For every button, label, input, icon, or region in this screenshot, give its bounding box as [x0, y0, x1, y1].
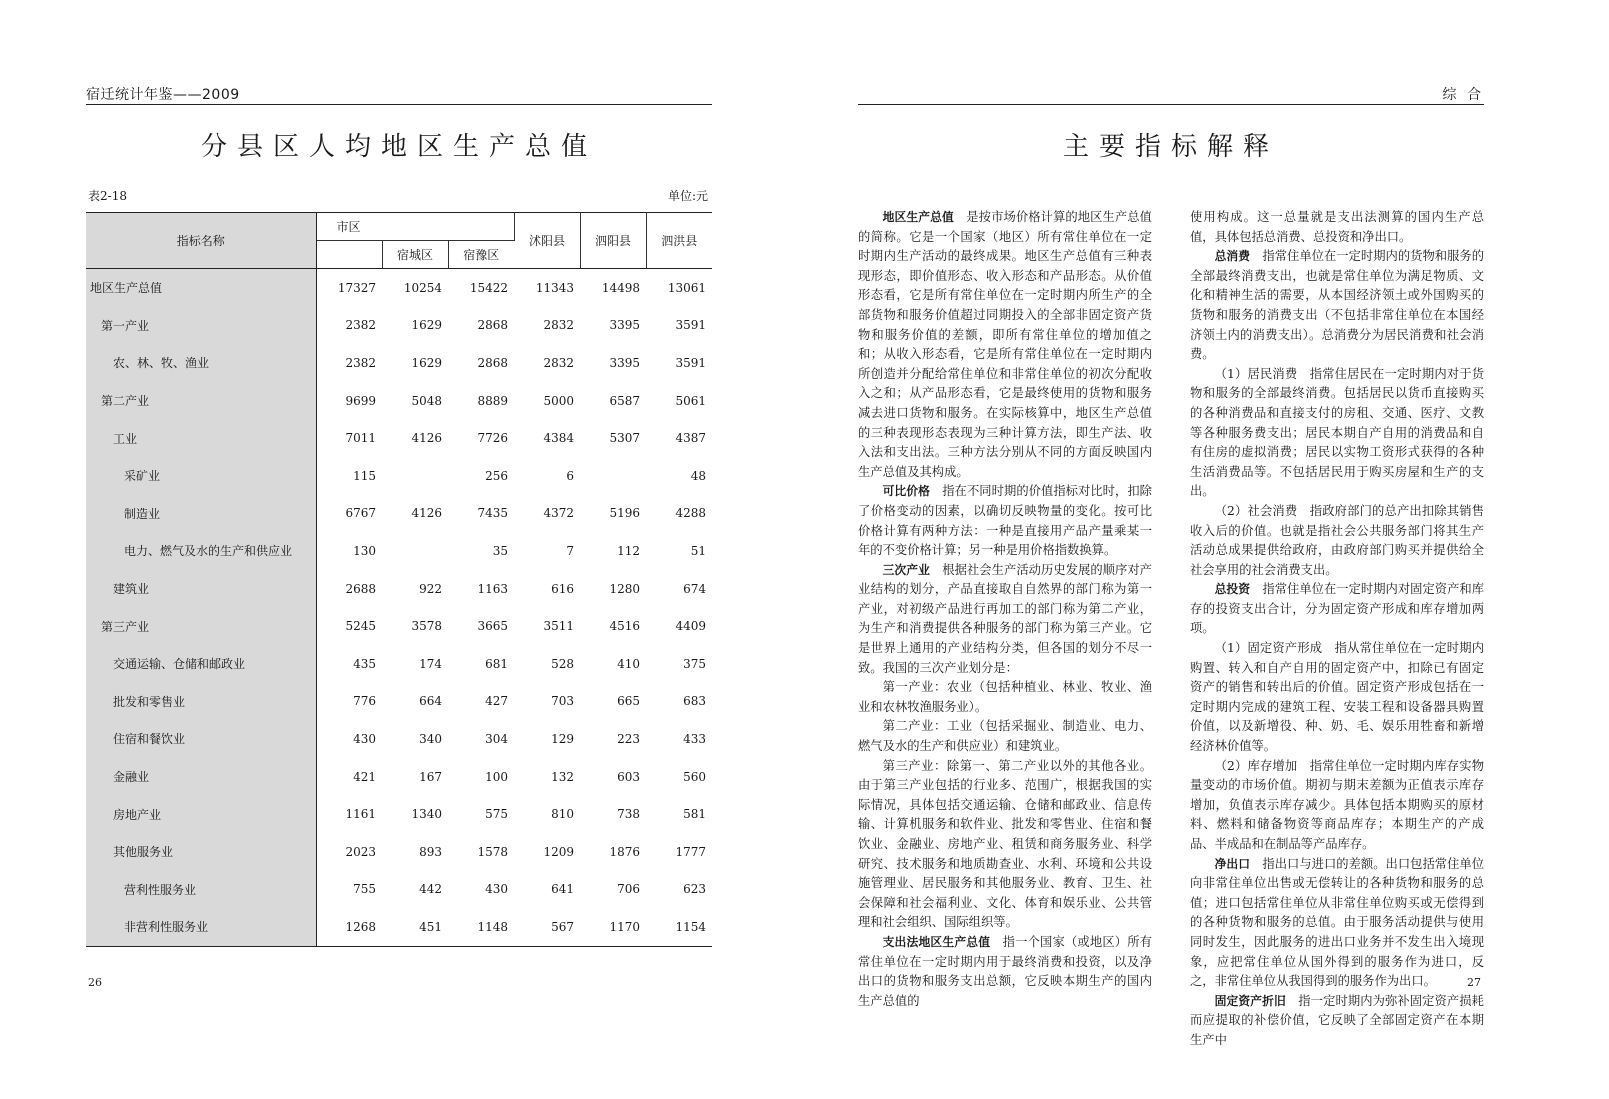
table-cell: 421 [353, 769, 376, 784]
running-head-left: 宿迁统计年鉴——2009 [86, 87, 240, 103]
table-cell: 4126 [411, 431, 442, 446]
row-label: 营利性服务业 [86, 871, 316, 909]
table-cell: 451 [382, 908, 448, 946]
paragraph [1190, 247, 1484, 365]
table-cell: 1170 [580, 908, 646, 946]
paragraph-text: 指一个国家（或地区）所有常住单位在一定时期内用于最终消费和投资，以及净出口的货物和服务支出总额，它反映本期生产的国内生产总值的 [858, 934, 1152, 1008]
paragraph [858, 482, 1152, 560]
table-cell: 48 [690, 468, 707, 483]
table-body [86, 269, 712, 947]
table-cell: 115 [353, 468, 376, 483]
table-cell: 7726 [477, 431, 509, 446]
table-cell: 3591 [675, 318, 707, 333]
table-cell: 100 [485, 769, 509, 784]
paragraph-text: 根据社会生产活动历史发展的顺序对产业结构的划分，产品直接取自自然界的部门称为第一产业，对初级产品进行再加工的部门称为第二产业，为生产和消费提供各种服务的部门称为第三产业。它是世界上通用的产业结构分类，但各国的划分不尽一致。我国的三次产业划分是： [858, 562, 1152, 675]
row-label: 其他服务业 [86, 833, 316, 871]
header-rule [86, 104, 712, 105]
table-cell: 6587 [609, 393, 641, 408]
table-cell: 13061 [667, 280, 707, 295]
table-cell: 11343 [535, 280, 575, 295]
table-cell: 5000 [543, 393, 575, 408]
table-row [86, 908, 712, 946]
table-row [86, 607, 712, 645]
text-column-left [858, 208, 1152, 1011]
table-cell: 7011 [345, 431, 376, 446]
table-cell: 130 [353, 543, 376, 558]
table-row [86, 307, 712, 345]
row-label: 批发和零售业 [86, 683, 316, 721]
table-cell: 427 [485, 694, 509, 709]
table-cell: 1578 [477, 844, 509, 859]
table-cell: 167 [419, 769, 442, 784]
paragraph-text: （2）社会消费 指政府部门的总产出扣除其销售收入后的价值。也就是指社会公共服务部门将其生产活动总成果提供给政府，由政府部门购买并提供给全社会享用的社会消费支出。 [1190, 503, 1484, 577]
table-cell: 7435 [477, 506, 509, 521]
table-cell: 430 [353, 731, 376, 746]
table-cell: 2023 [345, 844, 376, 859]
table-cell: 35 [492, 543, 509, 558]
table-cell: 706 [617, 882, 641, 897]
paragraph [1190, 580, 1484, 639]
table-cell: 567 [514, 908, 580, 946]
table-cell: 129 [551, 731, 575, 746]
table-cell: 6 [566, 468, 575, 483]
table-cell: 4384 [543, 431, 575, 446]
table-cell: 51 [690, 543, 707, 558]
table-cell: 430 [485, 882, 509, 897]
table-cell [580, 457, 646, 495]
table-cell: 922 [419, 581, 442, 596]
table-cell: 623 [683, 882, 707, 897]
table-cell: 3665 [477, 619, 509, 634]
paragraph-text: （2）库存增加 指常住单位一定时期内库存实物量变动的市场价值。期初与期末差额为正值表示库存增加，负值表示库存减少。具体包括本期购买的原材料、燃料和储备物资等商品库存；本期生产的产成品、半成品和在制品等产品库存。 [1190, 758, 1484, 851]
paragraph [858, 757, 1152, 933]
paragraph-text: 指出口与进口的差额。出口包括常住单位向非常住单位出售或无偿转让的各种货物和服务的总值；进口包括常住单位从非常住单位购买或无偿得到的各种货物和服务的总值。由于服务活动提供与使用同时发生，因此服务的进出口业务并不发生出入境现象，应把常住单位从国外得到的服务作为进口，反之，非常住单位从我国得到的服务作为出口。 [1190, 856, 1484, 989]
table-cell: 1280 [609, 581, 641, 596]
paragraph-text: 指常住单位在一定时期内对固定资产和库存的投资支出合计，分为固定资产形成和库存增加两项。 [1190, 582, 1484, 636]
table-cell: 17327 [337, 280, 376, 295]
table-cell: 1268 [316, 908, 382, 946]
table-cell: 1163 [477, 581, 509, 596]
table-cell: 1777 [675, 844, 707, 859]
table-cell: 7 [566, 543, 575, 558]
row-label: 建筑业 [86, 570, 316, 608]
table-cell: 581 [683, 807, 707, 822]
page-number-right: 27 [1467, 976, 1481, 989]
table-row [86, 758, 712, 796]
table-cell: 15422 [469, 280, 509, 295]
table-cell: 442 [419, 882, 442, 897]
table-cell: 304 [485, 731, 509, 746]
table-cell: 665 [617, 694, 641, 709]
table-cell: 3395 [609, 355, 641, 370]
paragraph-text: 第三产业：除第一、第二产业以外的其他各业。由于第三产业包括的行业多、范围广，根据我国的实际情况，具体包括交通运输、仓储和邮政业、信息传输、计算机服务和软件业、批发和零售业、住宿和餐饮业、金融业、房地产业、租赁和商务服务业、科学研究、技术服务和地质勘查业、水利、环境和公共设施管理业、居民服务和其他服务业、教育、卫生、社会保障和社会福利业、文化、体育和娱乐业、公共管理和社会组织、国际组织等。 [858, 758, 1152, 930]
column-header-name: 指标名称 [86, 213, 316, 269]
paragraph [1190, 639, 1484, 757]
table-cell: 776 [353, 694, 376, 709]
table-cell: 1876 [609, 844, 641, 859]
paragraph [858, 933, 1152, 1011]
term-heading: 净出口 [1214, 856, 1251, 871]
table-cell: 132 [551, 769, 575, 784]
text-column-right [1190, 208, 1484, 1051]
row-label: 农、林、牧、渔业 [86, 344, 316, 382]
row-label: 第三产业 [86, 607, 316, 645]
table-cell: 256 [485, 468, 509, 483]
column-header-siyang: 泗阳县 [580, 213, 646, 269]
table-cell: 755 [353, 882, 376, 897]
paragraph [858, 208, 1152, 482]
table-number: 表2-18 [88, 189, 127, 203]
right-page [804, 0, 1609, 1099]
paragraph-text: （1）居民消费 指常住居民在一定时期内对于货物和服务的全部最终消费。包括居民以货币直接购买的各种消费品和直接支付的房租、交通、医疗、文教等各种服务费支出；居民本期自产自用的消费品和自有住房的虚拟消费；居民以实物工资形式获得的各种生活消费品等。不包括居民用于购买房屋和生产的支出。 [1190, 366, 1484, 499]
page-title-right: 主要指标解释 [1062, 132, 1279, 162]
column-header-city: 市区 [316, 213, 514, 241]
table-cell: 2382 [345, 355, 376, 370]
table-cell [382, 457, 448, 495]
table-cell: 2832 [543, 318, 575, 333]
table-cell: 560 [683, 769, 707, 784]
table-row [86, 683, 712, 721]
row-label: 第二产业 [86, 382, 316, 420]
table-cell: 664 [419, 694, 442, 709]
table-cell: 893 [419, 844, 442, 859]
table-row [86, 495, 712, 533]
table-cell: 4516 [609, 619, 641, 634]
term-heading: 三次产业 [882, 562, 930, 577]
table-row [86, 795, 712, 833]
table-row [86, 833, 712, 871]
table-cell: 5048 [411, 393, 442, 408]
table-row [86, 382, 712, 420]
paragraph [1190, 992, 1484, 1051]
table-cell: 3578 [411, 619, 442, 634]
paragraph [1190, 365, 1484, 502]
table-cell: 4409 [675, 619, 707, 634]
row-label: 工业 [86, 419, 316, 457]
table-cell: 435 [353, 656, 376, 671]
table-cell: 5061 [675, 393, 707, 408]
table-cell: 9699 [345, 393, 376, 408]
table-cell: 4372 [543, 506, 575, 521]
row-label: 金融业 [86, 758, 316, 796]
paragraph-text: 指在不同时期的价值指标对比时，扣除了价格变动的因素，以确切反映物量的变化。按可比价格计算有两种方法：一种是直接用产品产量乘某一年的不变价格计算；另一种是用价格指数换算。 [858, 484, 1152, 558]
term-heading: 地区生产总值 [882, 210, 954, 224]
paragraph [1190, 855, 1484, 992]
table-cell: 10254 [403, 280, 442, 295]
term-heading: 总消费 [1214, 249, 1251, 264]
column-header-sihong: 泗洪县 [646, 213, 712, 269]
paragraph-text: 使用构成。这一总量就是支出法测算的国内生产总值，具体包括总消费、总投资和净出口。 [1190, 210, 1484, 244]
table-cell: 3591 [675, 355, 707, 370]
table-cell: 738 [617, 807, 641, 822]
table-cell: 1161 [345, 807, 376, 822]
table-cell: 2688 [345, 581, 376, 596]
table-cell: 1340 [411, 807, 442, 822]
row-label: 交通运输、仓储和邮政业 [86, 645, 316, 683]
table-cell: 674 [683, 581, 707, 596]
term-heading: 固定资产折旧 [1214, 993, 1286, 1008]
table-cell: 4288 [675, 506, 707, 521]
table-cell: 6767 [345, 506, 376, 521]
left-page [0, 0, 804, 1099]
paragraph [1190, 502, 1484, 580]
table-cell: 1629 [411, 355, 442, 370]
table-cell: 1154 [646, 908, 712, 946]
table-cell: 2832 [543, 355, 575, 370]
paragraph [1190, 757, 1484, 855]
table-cell: 340 [419, 731, 442, 746]
row-label: 非营利性服务业 [86, 908, 316, 946]
table-cell: 5245 [345, 619, 376, 634]
table-cell: 641 [551, 882, 575, 897]
table-row [86, 344, 712, 382]
table-cell: 575 [485, 807, 509, 822]
table-cell: 5196 [609, 506, 641, 521]
table-cell: 223 [617, 731, 641, 746]
row-label: 第一产业 [86, 307, 316, 345]
table-row [86, 269, 712, 307]
table-cell: 112 [617, 543, 641, 558]
table-cell: 8889 [477, 393, 509, 408]
row-label: 制造业 [86, 495, 316, 533]
table-cell: 2868 [477, 355, 509, 370]
table-cell: 1209 [543, 844, 575, 859]
table-cell: 1148 [448, 908, 514, 946]
header-rule [858, 104, 1484, 105]
paragraph-text: （1）固定资产形成 指从常住单位在一定时期内购置、转入和自产自用的固定资产中，扣除已有固定资产的销售和转出后的价值。固定资产形成包括在一定时期内完成的建筑工程、安装工程和设备器具购置价值，以及新增役、种、奶、毛、娱乐用牲畜和新增经济林价值等。 [1190, 641, 1484, 754]
table-cell: 683 [683, 694, 707, 709]
paragraph [1190, 208, 1484, 247]
paragraph-text: 第二产业：工业（包括采掘业、制造业、电力、燃气及水的生产和供应业）和建筑业。 [858, 719, 1152, 754]
row-label: 电力、燃气及水的生产和供应业 [86, 532, 316, 570]
table-cell: 375 [683, 656, 707, 671]
table-cell: 528 [551, 656, 575, 671]
table-cell: 703 [551, 694, 575, 709]
table-row [86, 871, 712, 909]
table-row [86, 419, 712, 457]
table-cell: 2868 [477, 318, 509, 333]
term-heading: 可比价格 [882, 484, 930, 499]
paragraph-text: 是按市场价格计算的地区生产总值的简称。它是一个国家（地区）所有常住单位在一定时期内生产活动的最终成果。地区生产总值有三种表现形态，即价值形态、收入形态和产品形态。从价值形态看，它是所有常住单位在一定时期内所生产的全部货物和服务价值超过同期投入的全部非固定资产货物和服务价值的差额，即所有常住单位的增加值之和；从收入形态看，它是所有常住单位在一定时期内所创造并分配给常住单位和非常住单位的初次分配收入之和；从产品形态看，它是最终使用的货物和服务减去进口货物和服务。在实际核算中，地区生产总值的三种表现形态表现为三种计算方法，即生产法、收入法和支出法。三种方法分别从不同的方面反映国内生产总值及其构成。 [858, 210, 1152, 479]
column-header-sucheng: 宿城区 [382, 241, 448, 269]
gdp-per-capita-table [86, 212, 712, 947]
paragraph-text: 第一产业：农业（包括种植业、林业、牧业、渔业和农林牧渔服务业）。 [858, 680, 1152, 714]
table-cell: 4126 [411, 506, 442, 521]
table-cell: 616 [551, 581, 575, 596]
table-row [86, 720, 712, 758]
table-cell: 3395 [609, 318, 641, 333]
table-cell [382, 532, 448, 570]
row-label: 地区生产总值 [86, 269, 316, 307]
table-cell: 410 [617, 656, 641, 671]
paragraph-text: 指常住单位在一定时期内的货物和服务的全部最终消费支出，也就是常住单位为满足物质、文化和精神生活的需要，从本国经济领土或外国购买的货物和服务的消费支出（不包括非常住单位在本国经济领土内的消费支出）。总消费分为居民消费和社会消费。 [1190, 249, 1484, 362]
table-cell: 5307 [609, 431, 641, 446]
row-label: 房地产业 [86, 795, 316, 833]
table-row [86, 457, 712, 495]
term-heading: 总投资 [1214, 582, 1251, 597]
paragraph [858, 717, 1152, 756]
table-cell: 2382 [345, 318, 376, 333]
row-label: 采矿业 [86, 457, 316, 495]
column-header-shuyang: 沭阳县 [514, 213, 580, 269]
running-head-right: 综 合 [1442, 87, 1484, 103]
table-cell: 603 [617, 769, 641, 784]
page-number-left: 26 [88, 976, 102, 989]
term-heading: 支出法地区生产总值 [882, 934, 991, 949]
paragraph [858, 678, 1152, 717]
table-cell: 174 [419, 656, 442, 671]
column-header-city-blank [316, 241, 382, 269]
table-row [86, 645, 712, 683]
table-cell: 4387 [675, 431, 707, 446]
table-cell: 14498 [601, 280, 641, 295]
page-title: 分县区人均地区生产总值 [200, 132, 597, 162]
table-unit: 单位:元 [667, 189, 708, 203]
table-cell: 1629 [411, 318, 442, 333]
paragraph-text: 指一定时期内为弥补固定资产损耗而应提取的补偿价值，它反映了全部固定资产在本期生产中 [1190, 993, 1484, 1047]
table-row [86, 570, 712, 608]
column-header-suyu: 宿豫区 [448, 241, 514, 269]
paragraph [858, 561, 1152, 679]
table-row [86, 532, 712, 570]
table-cell: 810 [551, 807, 575, 822]
table-cell: 681 [485, 656, 509, 671]
table-cell: 433 [683, 731, 707, 746]
table-cell: 3511 [543, 619, 575, 634]
row-label: 住宿和餐饮业 [86, 720, 316, 758]
